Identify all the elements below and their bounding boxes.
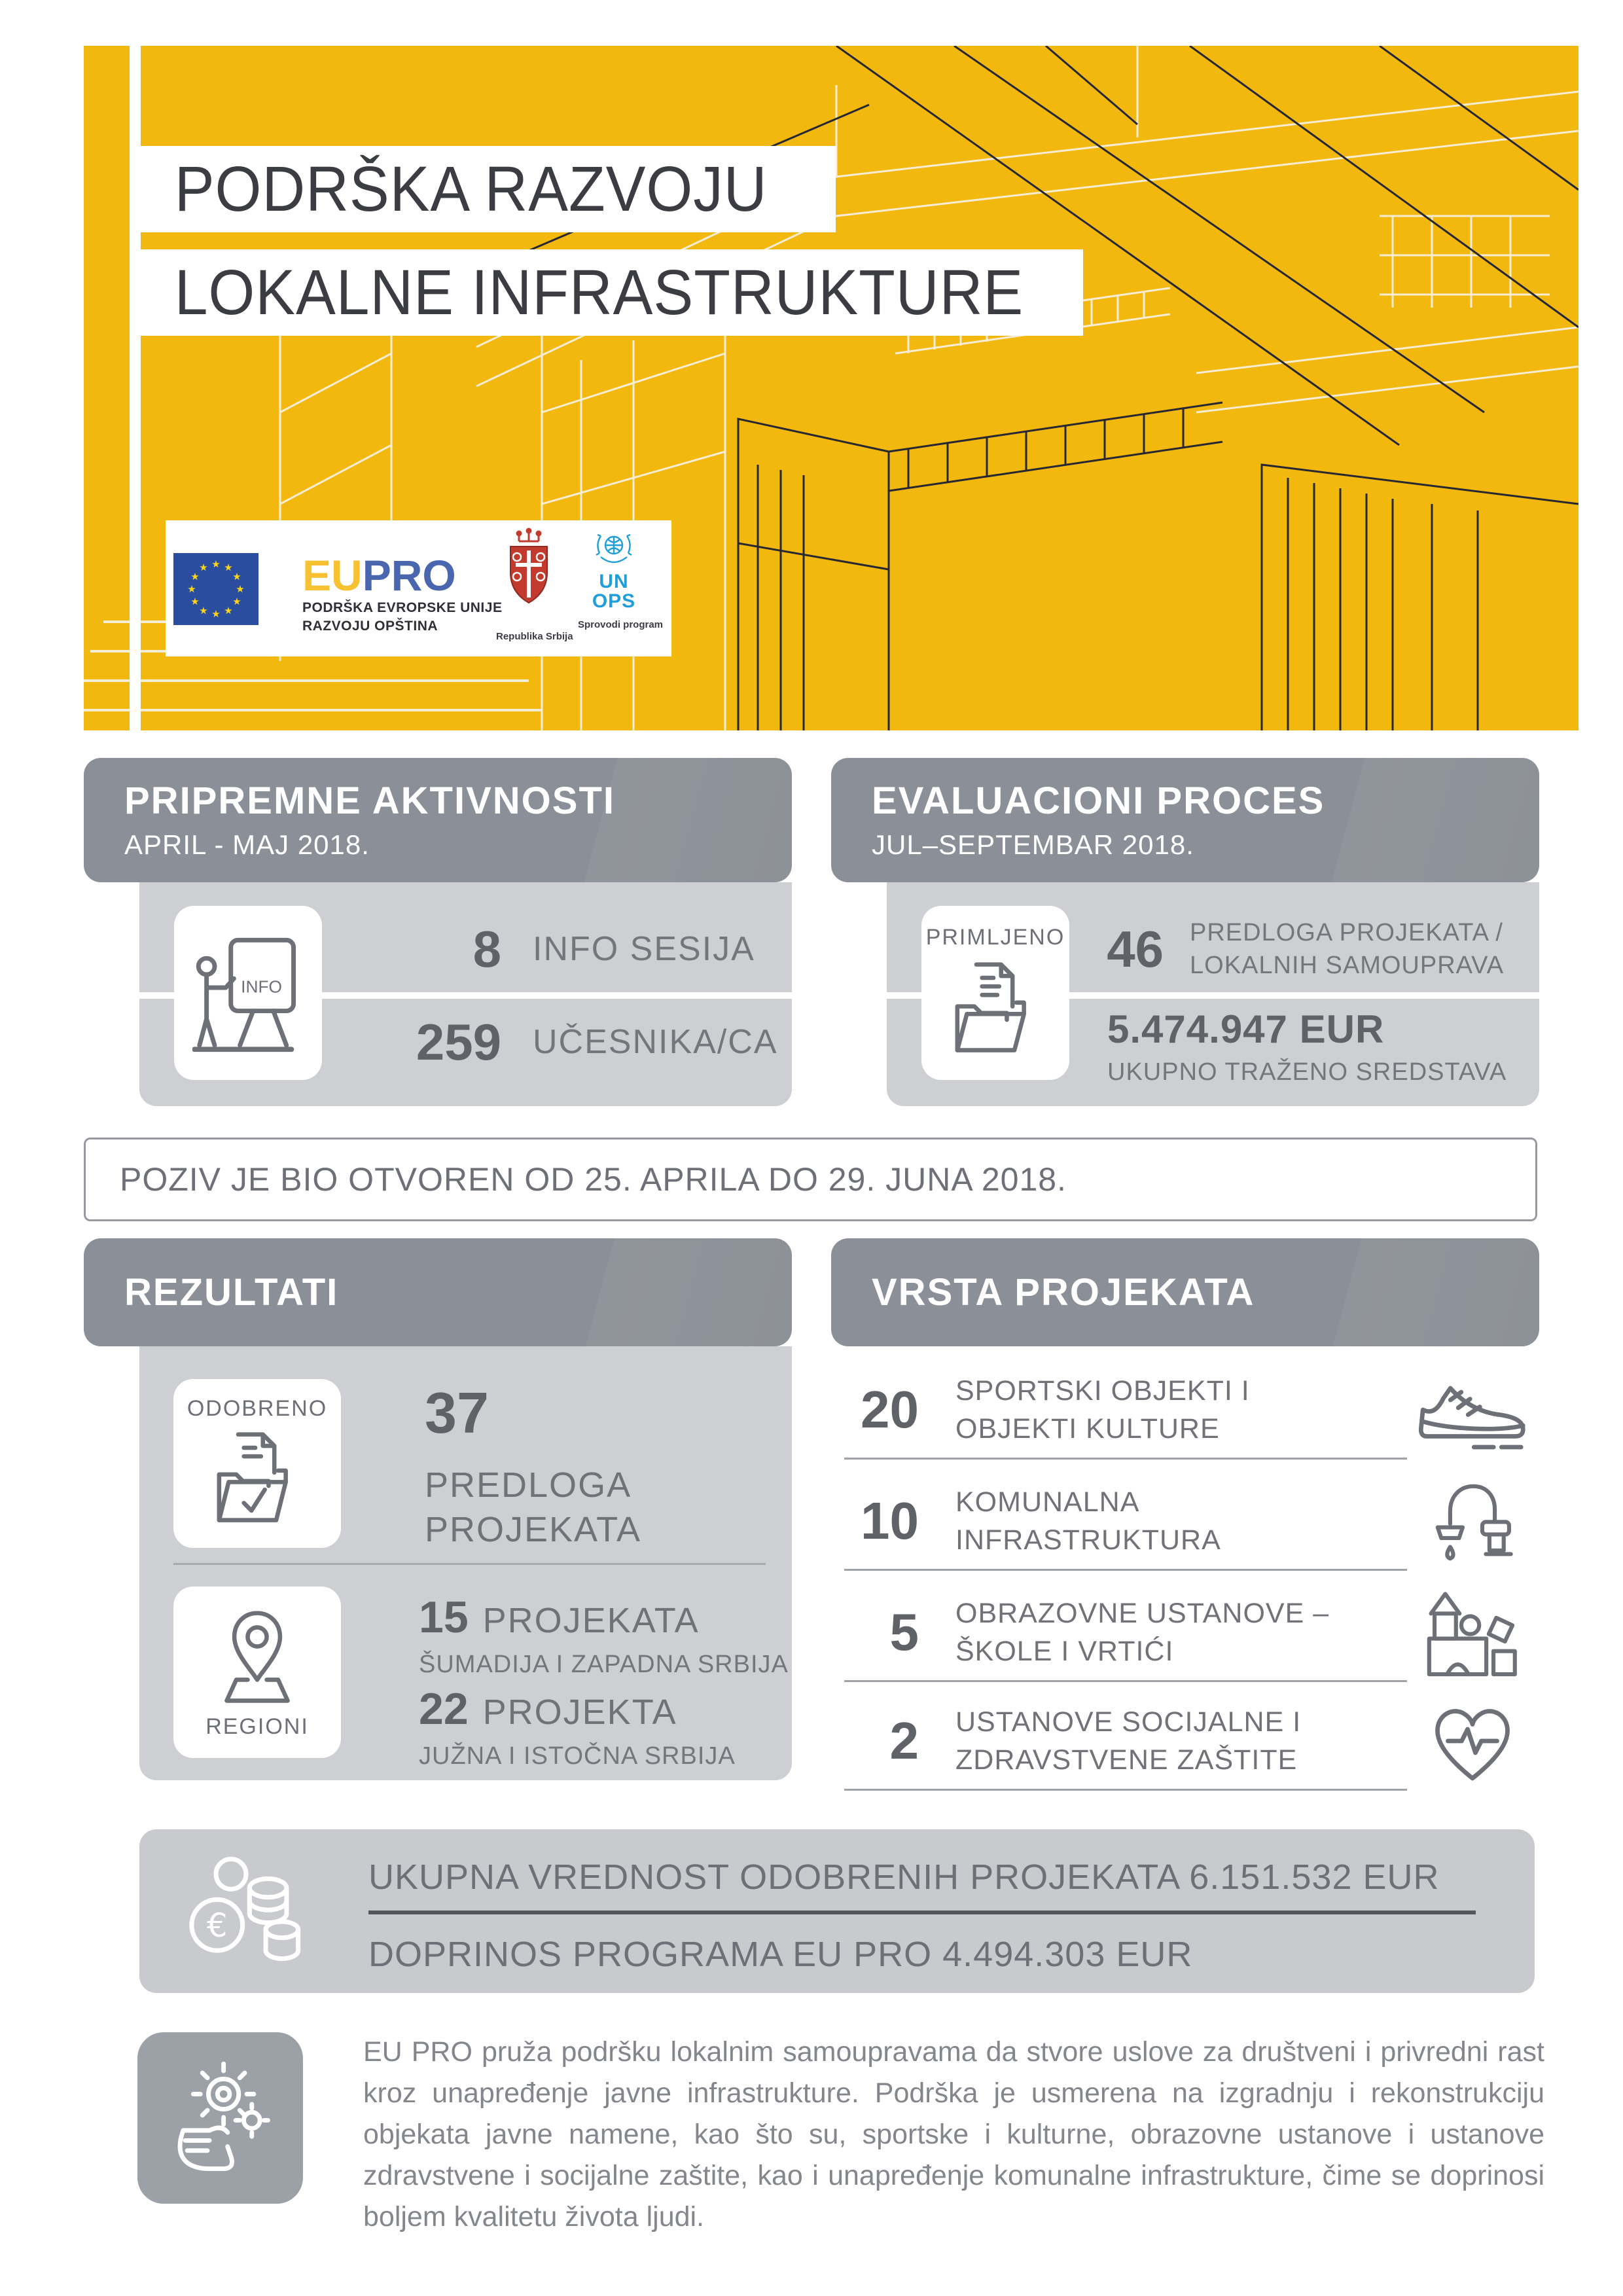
- total-approved-value: UKUPNA VREDNOST ODOBRENIH PROJEKATA 6.151.532 EUR: [368, 1857, 1440, 1897]
- regioni-label: REGIONI: [205, 1713, 309, 1739]
- eupro-logo: [302, 550, 456, 600]
- page-title-line2: LOKALNE INFRASTRUKTURE: [174, 257, 1024, 328]
- region-unit: PROJEKTA: [482, 1693, 677, 1732]
- unops-caption: Sprovodi program: [578, 619, 664, 630]
- program-contribution-value: DOPRINOS PROGRAMA EU PRO 4.494.303 EUR: [368, 1935, 1193, 1974]
- region-count: 15: [419, 1592, 469, 1642]
- project-type-count: 2: [889, 1712, 919, 1770]
- row-underline: [844, 1569, 1407, 1571]
- project-type-count: 5: [889, 1603, 919, 1661]
- region-row-sumadija: [419, 1592, 700, 1643]
- eupro-logo-eu: EU: [302, 551, 363, 600]
- project-type-label-line2: OBJEKTI KULTURE: [955, 1413, 1220, 1444]
- project-type-row-socijalne: [839, 1691, 1539, 1791]
- stat-value: 5.474.947 EUR: [1107, 1007, 1385, 1051]
- project-type-row-komunalna: [839, 1471, 1539, 1571]
- eupro-logo-pro: PRO: [362, 551, 456, 600]
- stat-label: UČESNIKA/CA: [533, 1023, 778, 1061]
- project-type-label-line2: ŠKOLE I VRTIĆI: [955, 1636, 1174, 1667]
- stat-label-line1: PREDLOGA PROJEKATA /: [1190, 919, 1503, 946]
- euro-coins-icon: [171, 1853, 321, 1969]
- svg-text:★: ★: [211, 558, 221, 570]
- unops-emblem-icon: [590, 528, 637, 569]
- logo-bar: [166, 520, 671, 656]
- svg-text:★: ★: [187, 583, 196, 595]
- region-count: 22: [419, 1684, 469, 1734]
- section-period: APRIL - MAJ 2018.: [124, 829, 370, 860]
- svg-text:★: ★: [190, 596, 200, 607]
- section-header-pripremne: [84, 758, 792, 882]
- regioni-card: [173, 1587, 341, 1758]
- svg-text:★: ★: [232, 596, 241, 607]
- call-open-banner: [84, 1138, 1537, 1221]
- svg-text:★: ★: [190, 571, 200, 583]
- heart-pulse-icon: [1417, 1692, 1528, 1790]
- header-hero: [84, 46, 1578, 730]
- section-title: EVALUACIONI PROCES: [872, 780, 1325, 822]
- odobreno-card: [173, 1379, 341, 1548]
- svg-text:★: ★: [211, 608, 221, 620]
- section-header-vrsta: [831, 1238, 1539, 1346]
- region-name: JUŽNA I ISTOČNA SRBIJA: [419, 1742, 736, 1770]
- eu-flag-icon: [173, 553, 259, 625]
- map-pin-icon: [208, 1605, 306, 1710]
- project-type-label-line1: OBRAZOVNE USTANOVE –: [955, 1598, 1330, 1629]
- toy-blocks-icon: [1410, 1583, 1535, 1681]
- region-row-juzna: [419, 1683, 677, 1734]
- section-title: VRSTA PROJEKATA: [872, 1271, 1255, 1314]
- row-underline: [844, 1458, 1407, 1460]
- stat-value: 8: [473, 920, 501, 978]
- rezultati-divider: [173, 1563, 766, 1565]
- section-header-rezultati: [84, 1238, 792, 1346]
- approved-count: 37: [425, 1380, 489, 1445]
- approved-folder-icon: [208, 1427, 306, 1532]
- project-type-count: 10: [861, 1492, 919, 1550]
- svg-text:★: ★: [232, 571, 241, 583]
- stat-label: INFO SESIJA: [533, 930, 755, 968]
- stat-row-received-proposals: [1079, 906, 1537, 992]
- section-period: JUL–SEPTEMBAR 2018.: [872, 829, 1194, 860]
- svg-text:★: ★: [199, 605, 208, 617]
- section-title: REZULTATI: [124, 1271, 339, 1314]
- project-type-count: 20: [861, 1380, 919, 1439]
- approved-label-line1: PREDLOGA: [425, 1465, 632, 1505]
- unops-word-ops: OPS: [592, 590, 636, 612]
- svg-text:★: ★: [199, 562, 208, 573]
- project-type-label-line1: KOMUNALNA: [955, 1486, 1140, 1518]
- odobreno-label: ODOBRENO: [187, 1395, 328, 1421]
- stat-row-participants: [331, 999, 792, 1085]
- project-type-row-obrazovne: [839, 1583, 1539, 1682]
- faucet-icon: [1417, 1472, 1528, 1570]
- primljeno-label: PRIMLJENO: [925, 924, 1065, 950]
- program-gear-hand-icon: [137, 2032, 303, 2204]
- section-title: PRIPREMNE AKTIVNOSTI: [124, 780, 616, 822]
- stat-value: 259: [416, 1013, 501, 1071]
- project-type-label-line2: ZDRAVSTVENE ZAŠTITE: [955, 1744, 1298, 1776]
- serbia-coat-of-arms: [496, 527, 573, 651]
- svg-text:★: ★: [224, 562, 233, 573]
- received-documents-icon: [946, 957, 1044, 1062]
- program-description: EU PRO pruža podršku lokalnim samoupravama da stvore uslove za društveni i privredni rast kroz unapređenje javne infrastrukture. Podrška je usmerena na izgradnju i rekonstrukciju objekata javne namene, kao što su, sportske i kulturne, obrazovne ustanove i ustanove zdravstvene i socijalne zaštite, kao i unapređenje komunalne infrastrukture, čime se doprinosi boljem kvalitetu života ljudi.: [363, 2036, 1544, 2233]
- euro-symbol: €: [207, 1906, 228, 1945]
- project-type-label-line1: USTANOVE SOCIJALNE I: [955, 1706, 1302, 1738]
- unops-word-un: UN: [599, 571, 629, 592]
- totals-divider: [368, 1910, 1476, 1914]
- stat-label-line2: LOKALNIH SAMOUPRAVA: [1190, 952, 1505, 979]
- primljeno-card: [921, 906, 1069, 1080]
- project-type-label-line2: INFRASTRUKTURA: [955, 1524, 1221, 1556]
- totals-panel: [139, 1829, 1535, 1993]
- svg-text:★: ★: [224, 605, 233, 617]
- stat-row-info-sessions: [331, 906, 792, 992]
- info-session-card: [174, 906, 322, 1080]
- region-unit: PROJEKATA: [482, 1601, 700, 1640]
- info-board-text: INFO: [241, 977, 282, 997]
- header-accent-stripe: [130, 46, 141, 730]
- stat-row-requested-funds: [1107, 1007, 1507, 1086]
- eupro-tagline-1: PODRŠKA EVROPSKE UNIJE: [302, 600, 503, 615]
- sneaker-icon: [1410, 1361, 1535, 1459]
- section-header-evaluacioni: [831, 758, 1539, 882]
- title-band-1: [141, 146, 836, 232]
- approved-label-line2: PROJEKATA: [425, 1510, 642, 1549]
- project-type-label-line1: SPORTSKI OBJEKTI I: [955, 1375, 1250, 1407]
- serbia-caption: Republika Srbija: [496, 631, 573, 642]
- svg-text:★: ★: [236, 583, 245, 595]
- info-session-icon: [192, 926, 304, 1060]
- region-name: ŠUMADIJA I ZAPADNA SRBIJA: [419, 1651, 789, 1678]
- title-band-2: [141, 249, 1083, 336]
- page-title-line1: PODRŠKA RAZVOJU: [174, 153, 768, 224]
- stat-label: UKUPNO TRAŽENO SREDSTAVA: [1107, 1058, 1507, 1086]
- stat-value: 46: [1107, 920, 1164, 978]
- call-open-text: POZIV JE BIO OTVOREN OD 25. APRILA DO 29. JUNA 2018.: [120, 1161, 1067, 1198]
- eupro-tagline-2: RAZVOJU OPŠTINA: [302, 619, 438, 634]
- serbia-emblem-icon: [496, 527, 562, 625]
- project-type-row-sport: [839, 1360, 1539, 1460]
- row-underline: [844, 1789, 1407, 1791]
- row-underline: [844, 1680, 1407, 1682]
- unops-logo: [578, 528, 664, 653]
